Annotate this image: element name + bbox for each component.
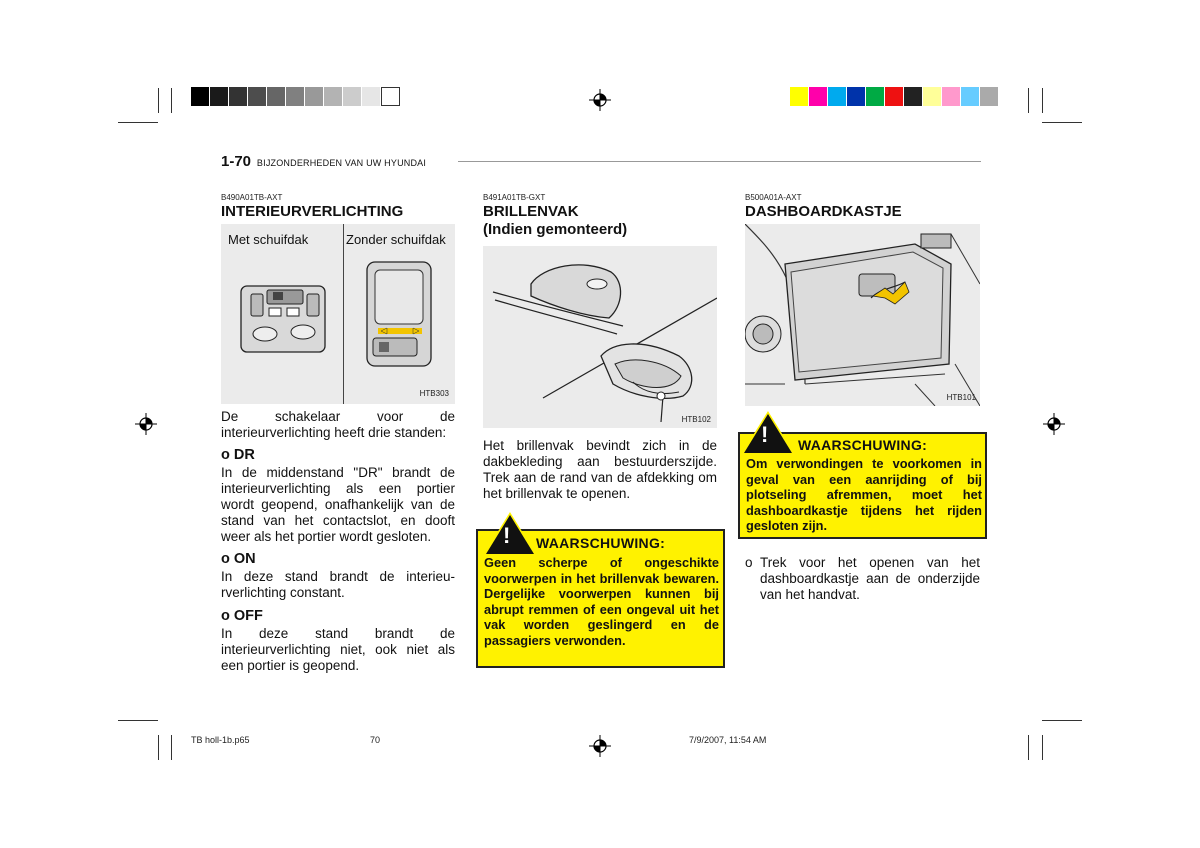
color-swatch bbox=[305, 87, 324, 106]
glove-box-figure bbox=[745, 224, 980, 406]
warning-title: WAARSCHUWING: bbox=[536, 535, 666, 551]
intro-text: De schakelaar voor de interieurverlichting heeft drie standen: bbox=[221, 409, 455, 440]
color-swatch bbox=[980, 87, 999, 106]
mode-dr-heading: o DR bbox=[221, 447, 255, 463]
page-header bbox=[221, 153, 426, 170]
color-swatch bbox=[210, 87, 229, 106]
color-swatch bbox=[809, 87, 828, 106]
glove-box-instruction: Trek voor het openen van het dashboardkastje aan de onderzijde van het handvat. bbox=[760, 555, 980, 602]
section-title: BIJZONDERHEDEN VAN UW HYUNDAI bbox=[256, 158, 427, 168]
bullet-marker: o bbox=[745, 555, 753, 570]
figure-label-right: Zonder schuifdak bbox=[346, 232, 446, 247]
section-heading: DASHBOARDKASTJE bbox=[745, 203, 902, 220]
color-swatch bbox=[191, 87, 210, 106]
color-swatch bbox=[885, 87, 904, 106]
registration-mark-icon bbox=[1043, 413, 1065, 435]
color-swatch bbox=[362, 87, 381, 106]
section-heading: BRILLENVAK bbox=[483, 203, 579, 220]
figure-caption: HTB303 bbox=[419, 389, 449, 398]
section-code: B491A01TB-GXT bbox=[483, 193, 546, 202]
footer-page: 70 bbox=[370, 735, 381, 745]
color-swatch bbox=[961, 87, 980, 106]
color-swatch bbox=[229, 87, 248, 106]
registration-mark-icon bbox=[135, 413, 157, 435]
mode-off-heading: o OFF bbox=[221, 608, 263, 624]
color-calibration-bar bbox=[790, 87, 999, 106]
sunglass-holder-text: Het brillenvak bevindt zich in de dakbekleding aan bestuurderszijde. Trek aan de rand van de afdekking om het brillenvak te openen. bbox=[483, 438, 717, 501]
sunglass-holder-figure bbox=[483, 246, 717, 428]
color-swatch bbox=[324, 87, 343, 106]
footer-datetime: 7/9/2007, 11:54 AM bbox=[689, 735, 767, 745]
warning-box bbox=[476, 523, 725, 668]
figure-caption: HTB101 bbox=[946, 393, 976, 402]
figure-label-left: Met schuifdak bbox=[228, 232, 309, 247]
warning-text: Geen scherpe of ongeschikte voorwerpen in het brillenvak bewaren. Dergelijke voorwerpen kunnen bij abrupt remmen of een ongeval uit het vak worden geslingerd en de passagiers verwonden. bbox=[484, 555, 719, 648]
mode-dr-text: In de middenstand "DR" brandt de interieurverlichting als een portier wordt geopend, onafhankelijk van de stand van het contactslot, en dooft weer als het portier wordt gesloten. bbox=[221, 465, 455, 544]
warning-exclamation: ! bbox=[761, 422, 769, 447]
registration-mark-icon bbox=[589, 89, 611, 111]
mode-off-text: In deze stand brandt de interieurverlichting niet, ook niet als een portier is geopend. bbox=[221, 626, 455, 673]
warning-title: WAARSCHUWING: bbox=[798, 437, 928, 453]
color-swatch bbox=[286, 87, 305, 106]
grayscale-calibration-bar bbox=[191, 87, 400, 106]
section-code: B490A01TB-AXT bbox=[221, 193, 283, 202]
color-swatch bbox=[343, 87, 362, 106]
color-swatch bbox=[942, 87, 961, 106]
color-swatch bbox=[923, 87, 942, 106]
sunglass-holder-illustration bbox=[483, 246, 717, 428]
warning-text: Om verwondingen te voorkomen in geval van een aanrijding of bij plotseling afremmen, moet het dashboardkastje tijdens het rijden gesloten zijn. bbox=[746, 456, 982, 534]
dome-light-illustration bbox=[221, 224, 455, 404]
footer-filename: TB holl-1b.p65 bbox=[191, 735, 250, 745]
mode-on-text: In deze stand brandt de interieu-rverlichting constant. bbox=[221, 569, 455, 600]
color-swatch bbox=[847, 87, 866, 106]
color-swatch bbox=[790, 87, 809, 106]
interior-light-figure bbox=[221, 224, 455, 404]
registration-mark-icon bbox=[589, 735, 611, 757]
color-swatch bbox=[248, 87, 267, 106]
mode-on-heading: o ON bbox=[221, 551, 256, 567]
section-heading: INTERIEURVERLICHTING bbox=[221, 203, 404, 220]
section-code: B500A01A-AXT bbox=[745, 193, 802, 202]
color-swatch bbox=[904, 87, 923, 106]
warning-box bbox=[738, 422, 987, 539]
color-swatch bbox=[866, 87, 885, 106]
warning-exclamation: ! bbox=[503, 523, 511, 548]
glove-box-illustration bbox=[745, 224, 980, 406]
color-swatch bbox=[267, 87, 286, 106]
figure-caption: HTB102 bbox=[681, 415, 711, 424]
color-swatch bbox=[381, 87, 400, 106]
header-rule bbox=[458, 161, 981, 162]
page-number: 1-70 bbox=[221, 153, 252, 170]
section-subheading: (Indien gemonteerd) bbox=[483, 221, 628, 238]
color-swatch bbox=[828, 87, 847, 106]
